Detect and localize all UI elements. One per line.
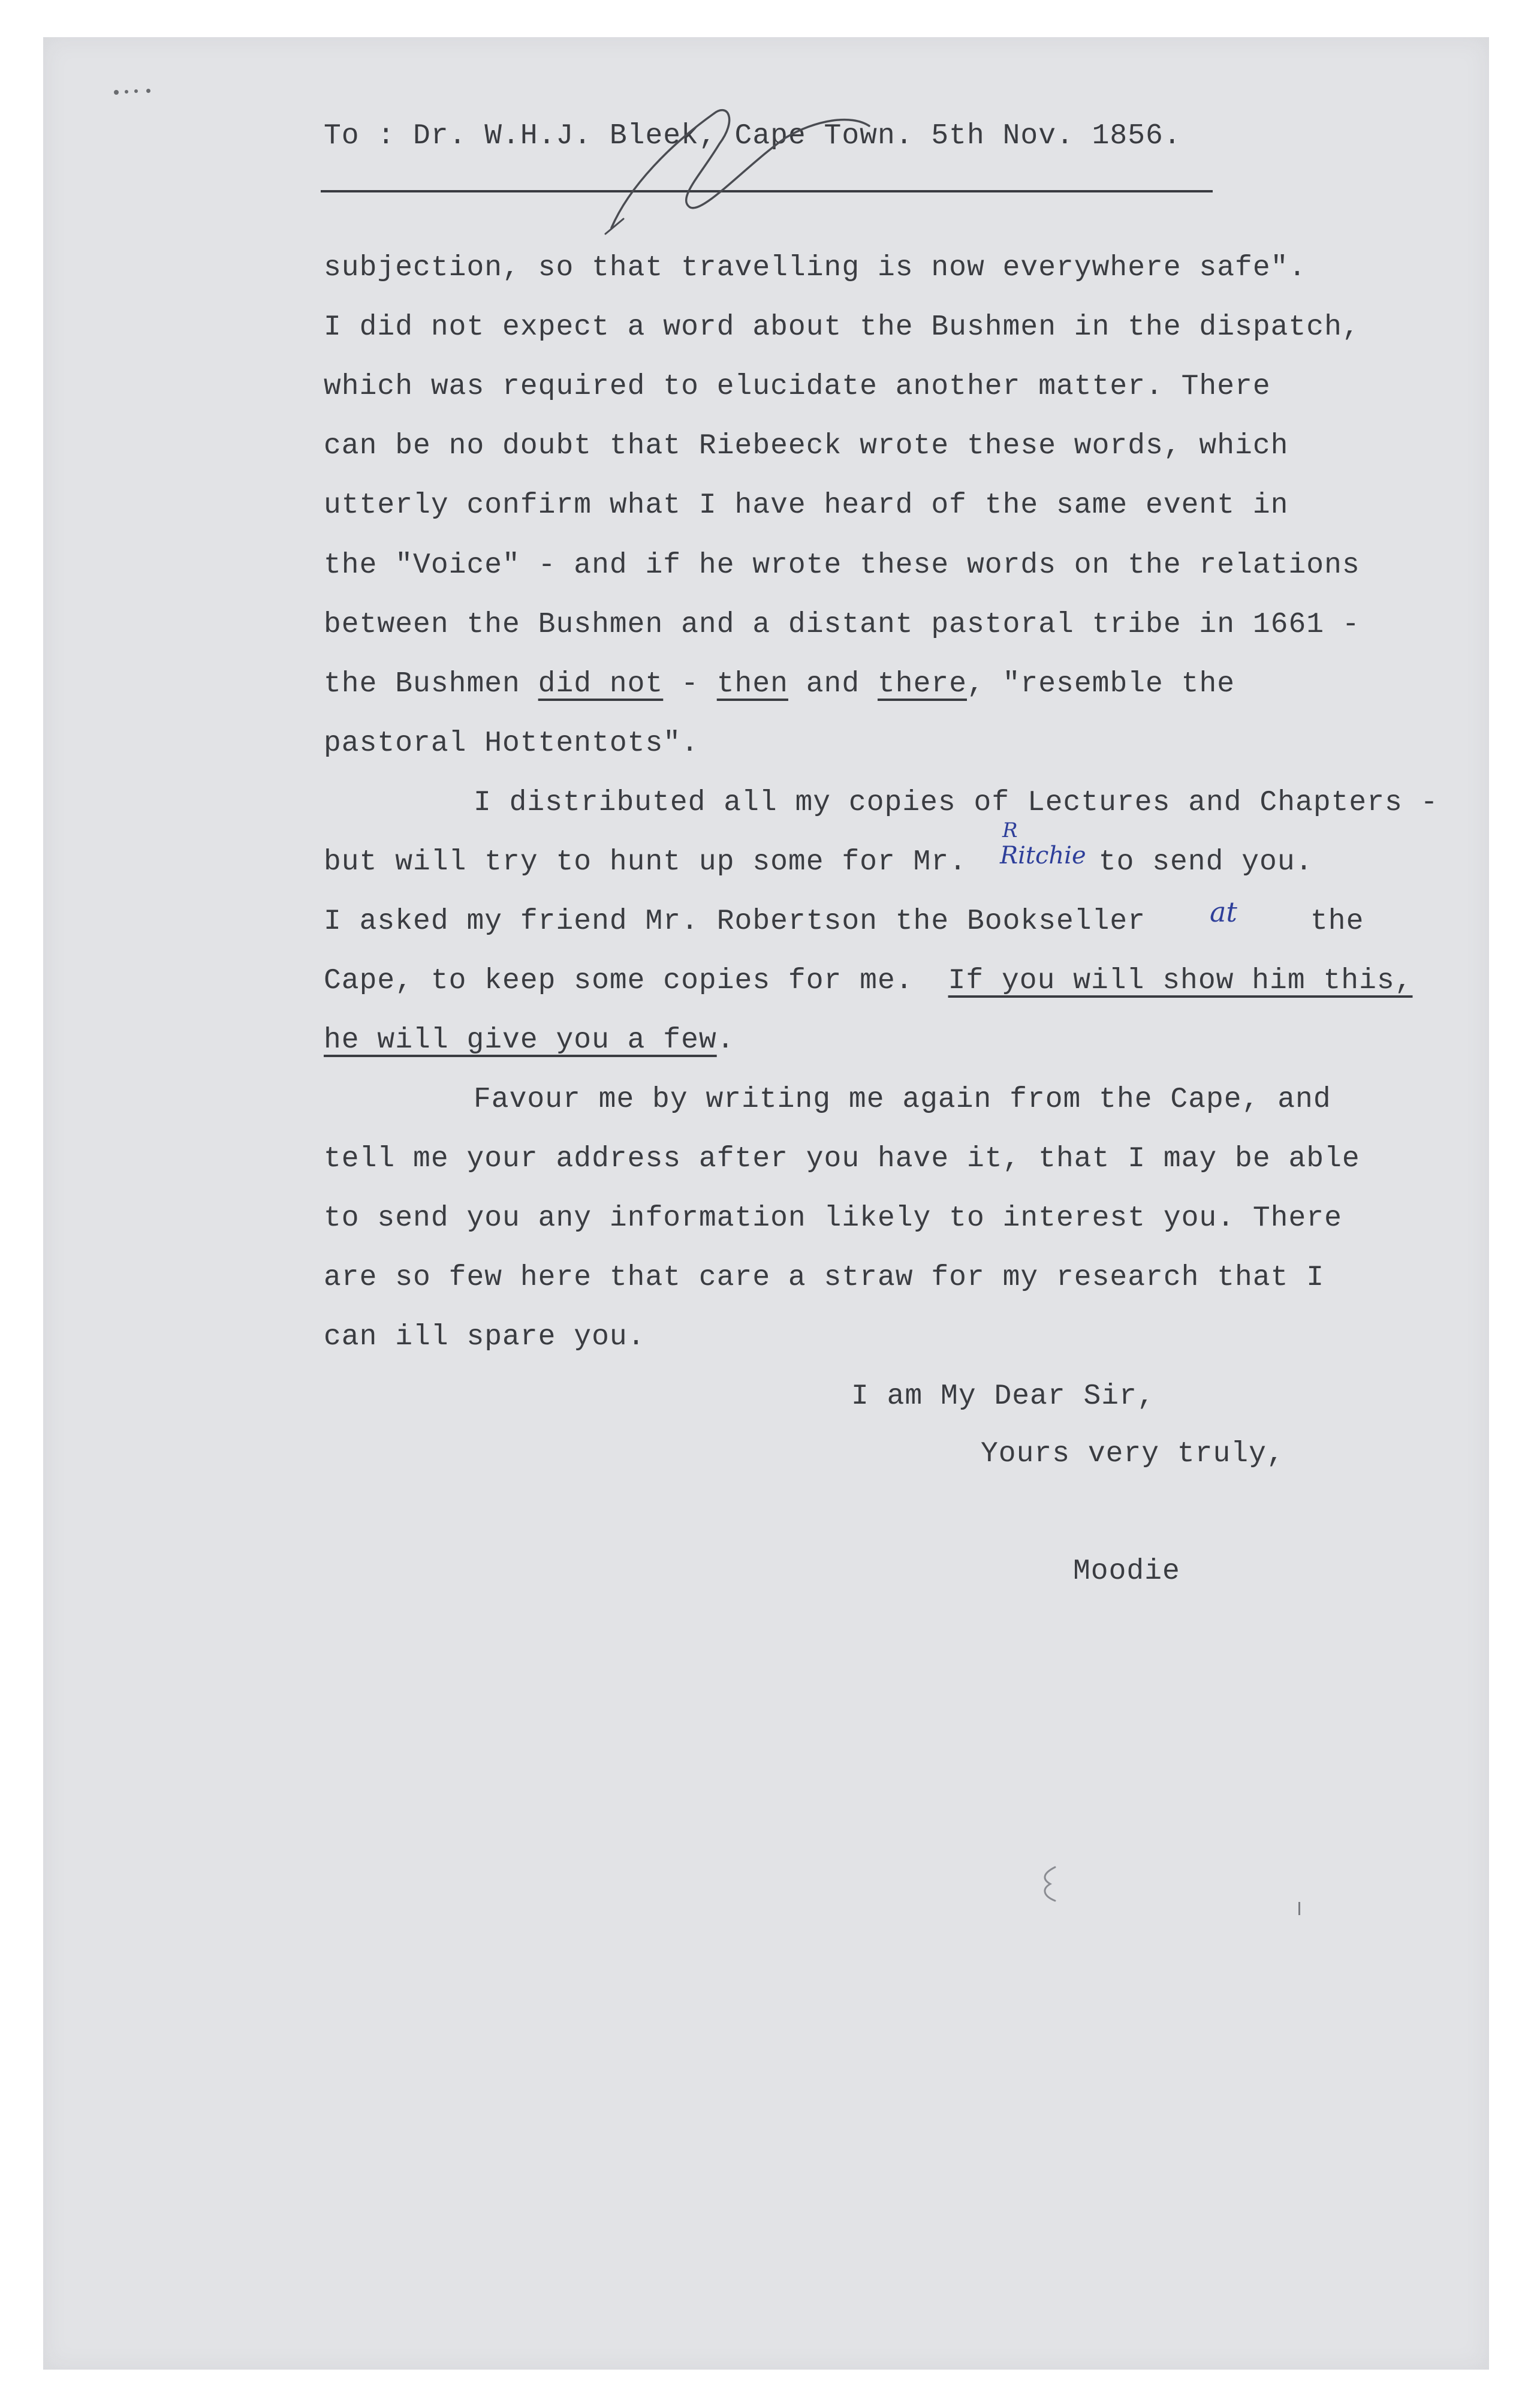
body-line-6: the "Voice" - and if he wrote these words on the relations <box>324 549 1360 582</box>
line-11-start: but will try to hunt up some for Mr. <box>324 846 985 878</box>
line-8-end: , "resemble the <box>967 668 1235 700</box>
body-line-2: I did not expect a word about the Bushmen in the dispatch, <box>324 311 1360 344</box>
underlined-request-part-2: he will give you a few <box>324 1024 717 1056</box>
signature-name: Moodie <box>1073 1555 1180 1588</box>
line-11-end: to send you. <box>1098 846 1313 878</box>
body-line-10: I distributed all my copies of Lectures and Chapters - <box>474 787 1439 819</box>
closing-salutation: I am My Dear Sir, <box>851 1380 1155 1413</box>
line-8-and: and <box>788 668 878 700</box>
body-line-12: I asked my friend Mr. Robertson the Bookseller <box>324 905 1146 938</box>
handwritten-superscript-letter: R <box>1002 818 1018 842</box>
pencil-scribble-mark <box>587 78 875 246</box>
ink-speck <box>125 90 128 94</box>
body-line-4: can be no doubt that Riebeeck wrote these words, which <box>324 430 1289 462</box>
body-line-13 <box>324 965 1412 997</box>
ink-speck <box>146 89 150 93</box>
body-line-7: between the Bushmen and a distant pastoral tribe in 1661 - <box>324 609 1360 641</box>
body-line-8 <box>324 668 1235 700</box>
ink-speck <box>134 89 138 93</box>
underlined-did-not: did not <box>538 668 664 700</box>
body-line-5: utterly confirm what I have heard of the same event in <box>324 489 1289 522</box>
line-8-start: the Bushmen <box>324 668 538 700</box>
body-line-15: Favour me by writing me again from the Cape, and <box>474 1083 1331 1116</box>
handwritten-name-correction: Ritchie <box>1000 842 1086 869</box>
closing-valediction: Yours very truly, <box>981 1438 1285 1470</box>
body-line-12-end: the <box>1310 905 1364 938</box>
faint-pencil-mark <box>1037 1864 1061 1906</box>
line-14-period: . <box>716 1024 735 1056</box>
body-line-19: can ill spare you. <box>324 1321 646 1353</box>
handwritten-inserted-word: at <box>1210 896 1237 928</box>
line-13-start: Cape, to keep some copies for me. <box>324 965 914 997</box>
body-line-1: subjection, so that travelling is now everywhere safe". <box>324 252 1307 284</box>
underlined-request-part-1: If you will show him this, <box>948 965 1413 997</box>
letter-header: To : Dr. W.H.J. Bleek, Cape Town. 5th Nov. 1856. <box>324 120 1182 152</box>
body-line-11 <box>324 846 1313 878</box>
body-line-14 <box>324 1024 735 1056</box>
faint-tick-mark <box>1298 1902 1300 1915</box>
line-8-dash: - <box>663 668 717 700</box>
underlined-there: there <box>877 668 967 700</box>
body-line-3: which was required to elucidate another matter. There <box>324 371 1271 403</box>
underlined-then: then <box>716 668 788 700</box>
body-line-18: are so few here that care a straw for my research that I <box>324 1262 1325 1294</box>
ink-speck <box>114 90 119 95</box>
body-line-9: pastoral Hottentots". <box>324 727 699 760</box>
body-line-17: to send you any information likely to interest you. There <box>324 1202 1342 1235</box>
body-line-16: tell me your address after you have it, that I may be able <box>324 1143 1360 1175</box>
